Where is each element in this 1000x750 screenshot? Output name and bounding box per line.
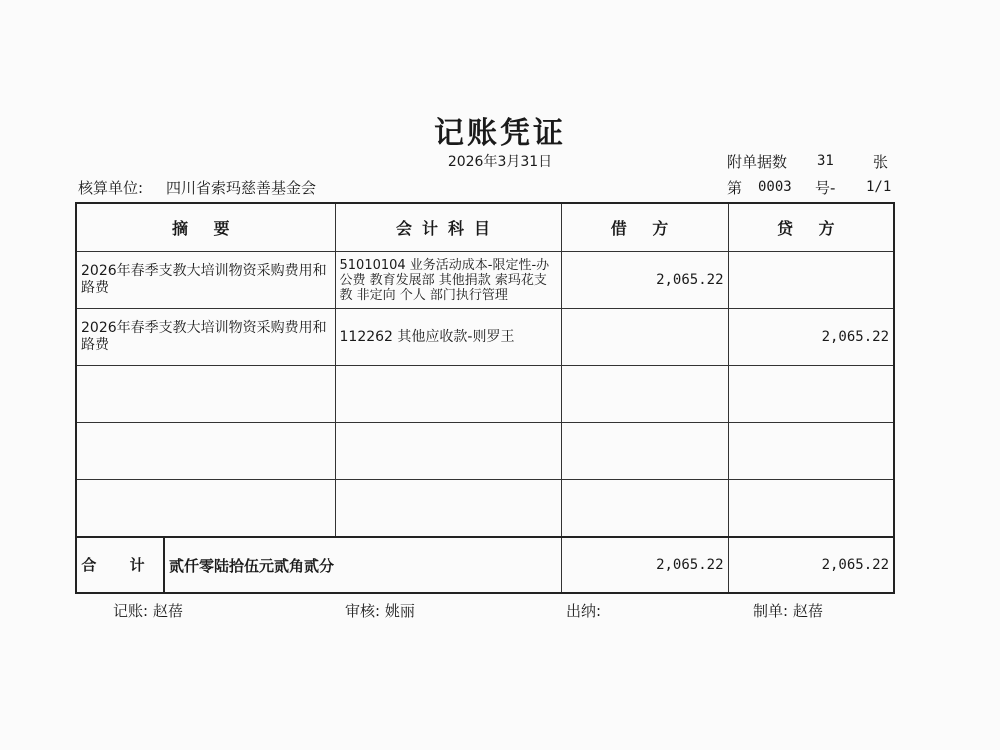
total-credit: 2,065.22 bbox=[728, 537, 894, 593]
row-debit bbox=[561, 309, 728, 366]
cashier-signature bbox=[566, 600, 601, 621]
bookkeeper-name: 赵蓓 bbox=[152, 602, 183, 620]
voucher-number-suffix: 号- bbox=[815, 179, 836, 197]
row-subject bbox=[335, 423, 561, 480]
reviewer-signature bbox=[345, 600, 415, 621]
row-subject: 112262 其他应收款-则罗王 bbox=[335, 309, 561, 366]
row-debit: 2,065.22 bbox=[561, 252, 728, 309]
row-summary: 2026年春季支教大培训物资采购费用和路费 bbox=[76, 309, 335, 366]
row-summary bbox=[76, 366, 335, 423]
voucher-page: 1/1 bbox=[866, 179, 892, 195]
header-summary: 摘 要 bbox=[76, 203, 335, 252]
header-debit: 借 方 bbox=[561, 203, 728, 252]
row-subject bbox=[335, 366, 561, 423]
table-row bbox=[76, 366, 894, 423]
row-debit bbox=[561, 480, 728, 538]
row-summary: 2026年春季支教大培训物资采购费用和路费 bbox=[76, 252, 335, 309]
voucher-title: 记账凭证 bbox=[434, 116, 566, 151]
row-summary bbox=[76, 423, 335, 480]
voucher-date: 2026年3月31日 bbox=[447, 154, 553, 170]
total-label: 合 计 bbox=[77, 538, 165, 592]
unit-label: 核算单位: bbox=[78, 179, 144, 197]
attachments-label: 附单据数 bbox=[727, 153, 788, 171]
table-row bbox=[76, 423, 894, 480]
header-credit: 贷 方 bbox=[728, 203, 894, 252]
row-debit bbox=[561, 366, 728, 423]
table-row bbox=[76, 309, 894, 366]
preparer-signature bbox=[753, 600, 823, 621]
total-debit: 2,065.22 bbox=[561, 537, 728, 593]
attachments-count: 31 bbox=[817, 153, 834, 169]
voucher-table bbox=[75, 202, 895, 594]
row-debit bbox=[561, 423, 728, 480]
row-credit bbox=[728, 480, 894, 538]
header-subject: 会计科目 bbox=[335, 203, 561, 252]
total-row bbox=[76, 537, 894, 593]
row-subject: 51010104 业务活动成本-限定性-办公费 教育发展部 其他捐款 索玛花支教 非定向 个人 部门执行管理 bbox=[335, 252, 561, 309]
row-summary bbox=[76, 480, 335, 538]
reviewer-label: 审核: bbox=[345, 602, 381, 620]
row-subject bbox=[335, 480, 561, 538]
cashier-label: 出纳: bbox=[566, 602, 602, 620]
bookkeeper-label: 记账: bbox=[113, 602, 149, 620]
row-credit bbox=[728, 423, 894, 480]
row-credit bbox=[728, 252, 894, 309]
row-credit bbox=[728, 366, 894, 423]
total-amount-in-words: 贰仟零陆拾伍元贰角贰分 bbox=[169, 556, 335, 575]
voucher-number-prefix: 第 bbox=[727, 179, 743, 197]
reviewer-name: 姚丽 bbox=[384, 602, 415, 620]
attachments-unit: 张 bbox=[873, 153, 889, 171]
unit-name: 四川省索玛慈善基金会 bbox=[166, 179, 317, 197]
row-credit: 2,065.22 bbox=[728, 309, 894, 366]
voucher-number-value: 0003 bbox=[758, 179, 792, 195]
table-header-row bbox=[76, 203, 894, 252]
table-row bbox=[76, 480, 894, 538]
bookkeeper-signature bbox=[113, 600, 183, 621]
preparer-label: 制单: bbox=[753, 602, 789, 620]
preparer-name: 赵蓓 bbox=[792, 602, 823, 620]
table-row bbox=[76, 252, 894, 309]
